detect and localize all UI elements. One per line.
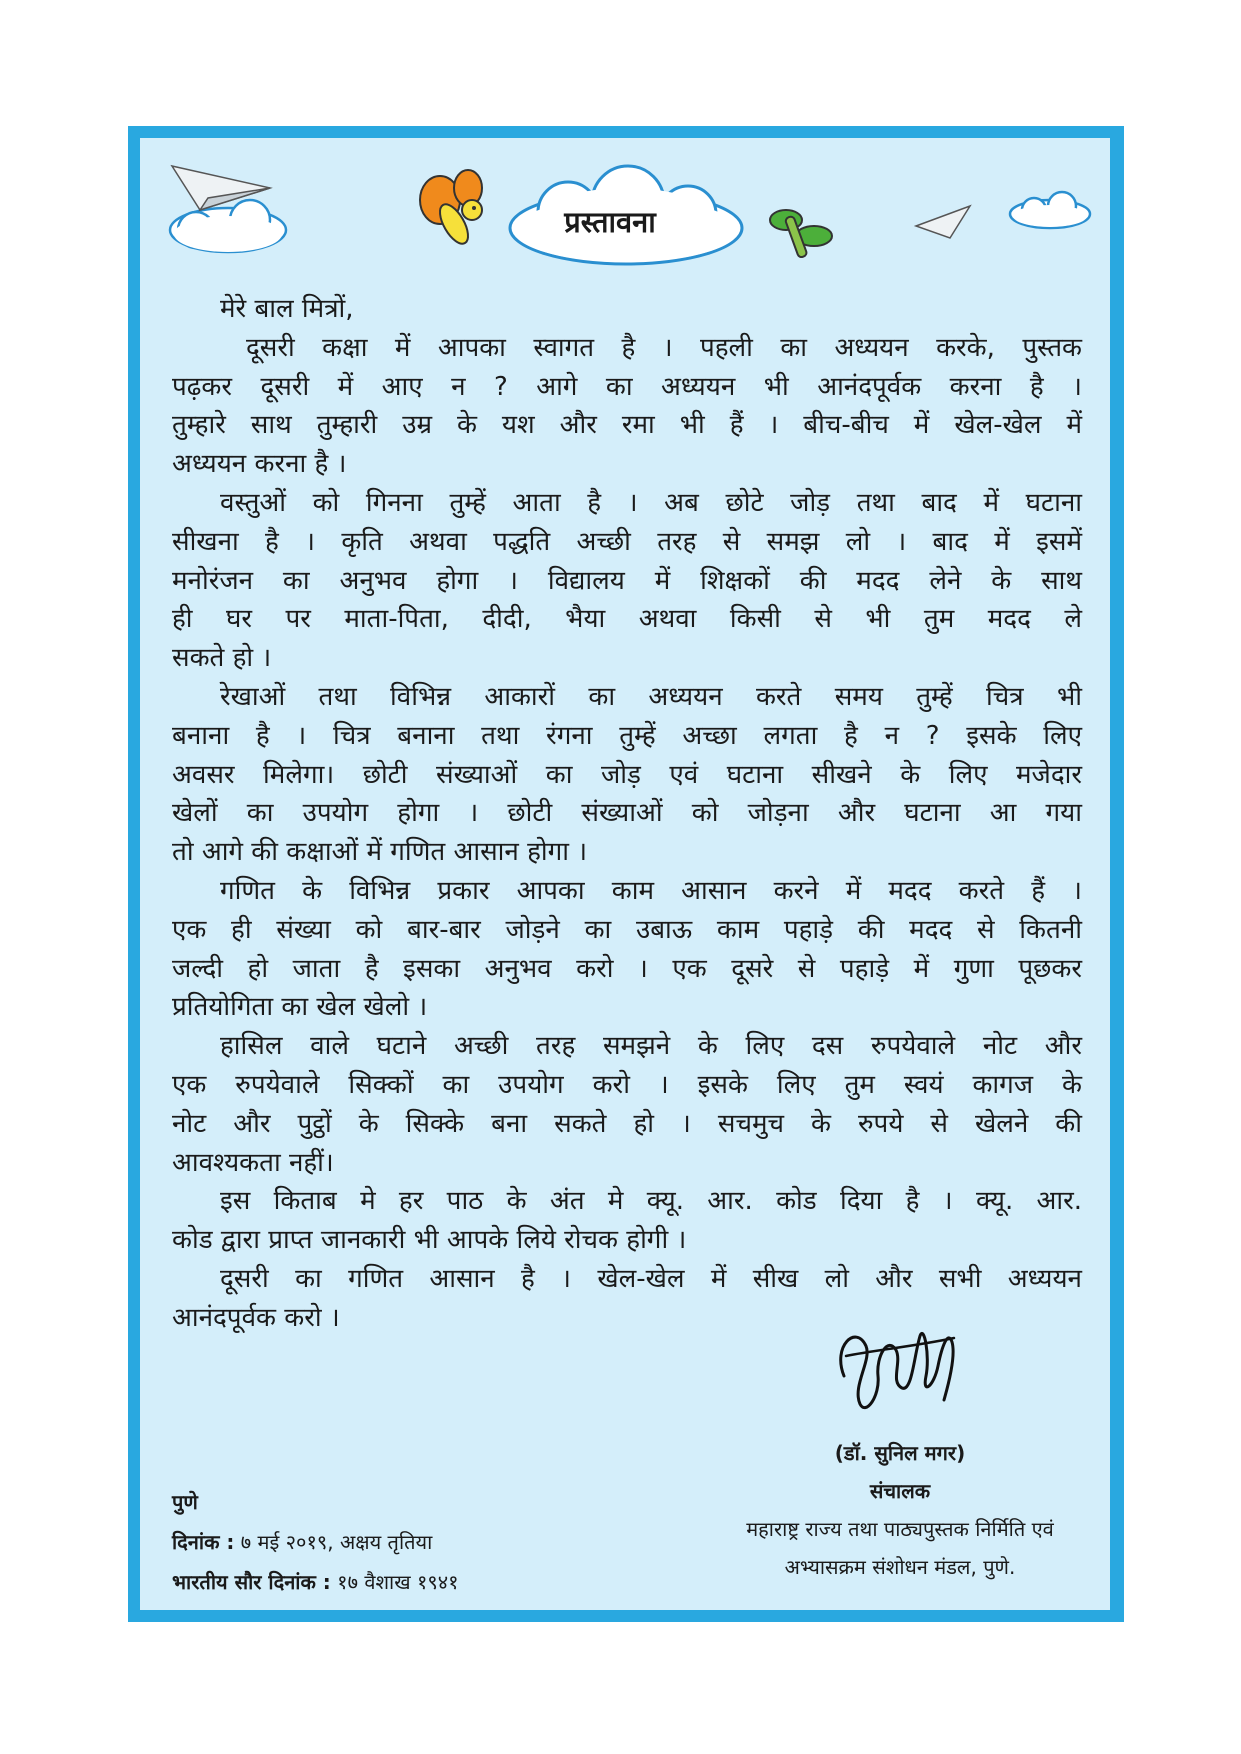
- paragraph-line: जल्दी हो जाता है इसका अनुभव करो । एक दूसरे से पहाड़े में गुणा पूछकर: [172, 953, 1082, 984]
- paragraph-line: नोट और पुट्ठों के सिक्के बना सकते हो । सचमुच के रुपये से खेलने की: [172, 1108, 1082, 1139]
- paragraph-line: इस किताब मे हर पाठ के अंत मे क्यू. आर. कोड दिया है । क्यू. आर.: [220, 1186, 1082, 1217]
- paragraph-line: दूसरी का गणित आसान है । खेल-खेल में सीख लो और सभी अध्ययन: [220, 1263, 1082, 1294]
- signatory-block: [690, 1434, 1110, 1586]
- paragraph-line: रेखाओं तथा विभिन्न आकारों का अध्ययन करते समय तुम्हें चित्र भी: [220, 681, 1082, 712]
- paragraph-line: ही घर पर माता-पिता, दीदी, भैया अथवा किसी से भी तुम मदद ले: [172, 604, 1082, 635]
- paragraph-line: वस्तुओं को गिनना तुम्हें आता है । अब छोटे जोड़ तथा बाद में घटाना: [220, 487, 1082, 518]
- paragraph-line: एक ही संख्या को बार-बार जोड़ने का उबाऊ काम पहाड़े की मदद से कितनी: [172, 914, 1082, 945]
- paragraph-line: अध्ययन करना है ।: [172, 449, 347, 480]
- paper-plane-cloud-left-illustration: [150, 158, 290, 268]
- signatory-org-line: महाराष्ट्र राज्य तथा पाठ्यपुस्तक निर्मिति एवं: [746, 1517, 1054, 1541]
- saur-date-value: १७ वैशाख १९४१: [337, 1570, 459, 1594]
- dragonfly-icon: [762, 198, 838, 274]
- date-label: दिनांक :: [172, 1530, 235, 1554]
- paragraph-line: प्रतियोगिता का खेल खेलो ।: [172, 992, 428, 1023]
- paragraph-line: बनाना है । चित्र बनाना तथा रंगना तुम्हें अच्छा लगता है न ? इसके लिए: [172, 720, 1082, 751]
- signatory-org-line: अभ्यासक्रम संशोधन मंडल, पुणे.: [784, 1555, 1016, 1579]
- place: पुणे: [172, 1490, 198, 1514]
- place-date-block: [172, 1482, 459, 1602]
- paragraph-line: गणित के विभिन्न प्रकार आपका काम आसान करने में मदद करते हैं ।: [220, 875, 1082, 906]
- greeting: मेरे बाल मित्रों,: [220, 294, 354, 324]
- saur-date-label: भारतीय सौर दिनांक :: [172, 1570, 331, 1594]
- paragraph-line: दूसरी कक्षा में आपका स्वागत है । पहली का अध्ययन करके, पुस्तक: [246, 332, 1082, 363]
- paragraph-line: मनोरंजन का अनुभव होगा । विद्यालय में शिक्षकों की मदद लेने के साथ: [172, 565, 1082, 596]
- page-title: प्रस्तावना: [564, 205, 656, 239]
- signatory-name: (डॉ. सुनिल मगर): [834, 1441, 966, 1465]
- paragraph-line: खेलों का उपयोग होगा । छोटी संख्याओं को जोड़ना और घटाना आ गया: [172, 798, 1082, 829]
- signature: [826, 1316, 962, 1420]
- paragraph-line: सकते हो ।: [172, 643, 272, 674]
- paper-plane-cloud-right-illustration: [910, 184, 1110, 244]
- paragraph-line: एक रुपयेवाले सिक्कों का उपयोग करो । इसके लिए तुम स्वयं कागज के: [172, 1069, 1082, 1100]
- signatory-designation: संचालक: [869, 1479, 931, 1503]
- butterfly-icon: [410, 166, 500, 256]
- paragraph-line: तुम्हारे साथ तुम्हारी उम्र के यश और रमा भी हैं । बीच-बीच में खेल-खेल में: [172, 410, 1082, 441]
- paragraph-line: अवसर मिलेगा। छोटी संख्याओं का जोड़ एवं घटाना सीखने के लिए मजेदार: [172, 759, 1082, 790]
- paragraph-line: कोड द्वारा प्राप्त जानकारी भी आपके लिये रोचक होगी ।: [172, 1225, 687, 1256]
- date-value: ७ मई २०१९, अक्षय तृतिया: [240, 1530, 433, 1554]
- paragraph-line: आनंदपूर्वक करो ।: [172, 1302, 340, 1333]
- paragraph-line: तो आगे की कक्षाओं में गणित आसान होगा ।: [172, 837, 588, 868]
- paragraph-line: पढ़कर दूसरी में आए न ? आगे का अध्ययन भी आनंदपूर्वक करना है ।: [172, 371, 1082, 402]
- paragraph-line: आवश्यकता नहीं।: [172, 1147, 334, 1178]
- paragraph-line: सीखना है । कृति अथवा पद्धति अच्छी तरह से समझ लो । बाद में इसमें: [172, 526, 1082, 557]
- letter-body: [172, 290, 1082, 1338]
- paragraph-line: हासिल वाले घटाने अच्छी तरह समझने के लिए दस रुपयेवाले नोट और: [220, 1031, 1082, 1062]
